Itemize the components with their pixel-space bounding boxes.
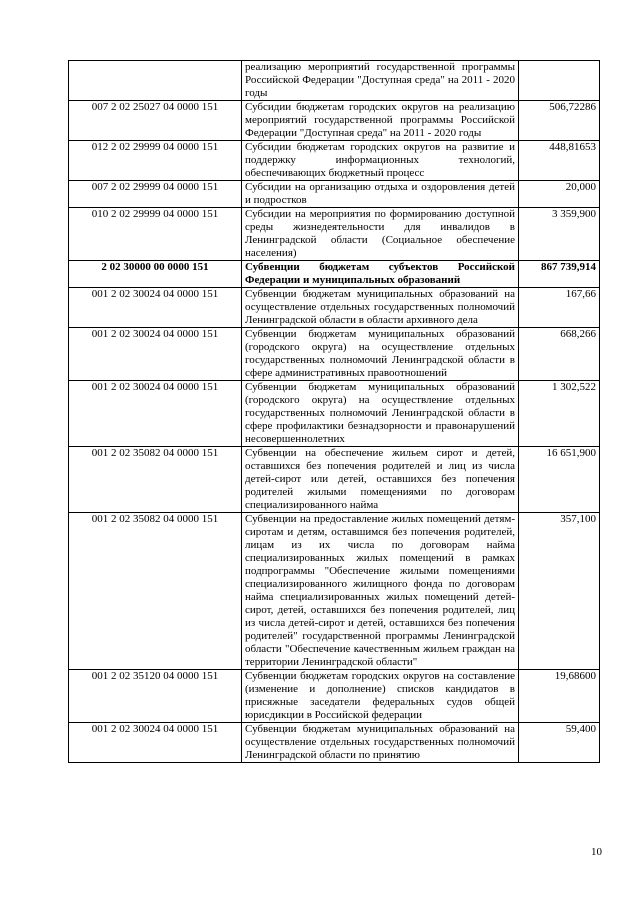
amount-cell: 20,000 [519, 181, 600, 208]
table-row [69, 513, 600, 670]
table-body [69, 61, 600, 763]
table-row [69, 101, 600, 141]
amount-cell: 506,72286 [519, 101, 600, 141]
table-row [69, 261, 600, 288]
description-cell: Субвенции бюджетам муниципальных образований (городского округа) на осуществление отдельных государственных полномочий Ленинградской области в сфере профилактики безнадзорности и правонарушений несовершеннолетних [242, 381, 519, 447]
description-cell: Субвенции бюджетам муниципальных образований на осуществление отдельных государственных полномочий Ленинградской области по принятию [242, 723, 519, 763]
amount-cell: 59,400 [519, 723, 600, 763]
table-row [69, 181, 600, 208]
budget-code-cell: 007 2 02 29999 04 0000 151 [69, 181, 242, 208]
budget-code-cell: 2 02 30000 00 0000 151 [69, 261, 242, 288]
table-row [69, 328, 600, 381]
budget-code-cell: 001 2 02 30024 04 0000 151 [69, 381, 242, 447]
description-cell: Субсидии на мероприятия по формированию доступной среды жизнедеятельности для инвалидов в Ленинградской области (Социальное обеспечение населения) [242, 208, 519, 261]
description-cell: Субсидии бюджетам городских округов на развитие и поддержку информационных технологий, обеспечивающих бюджетный процесс [242, 141, 519, 181]
description-cell: Субсидии на организацию отдыха и оздоровления детей и подростков [242, 181, 519, 208]
table-row [69, 381, 600, 447]
amount-cell: 357,100 [519, 513, 600, 670]
table-row [69, 61, 600, 101]
amount-cell: 19,68600 [519, 670, 600, 723]
amount-cell [519, 61, 600, 101]
budget-code-cell: 001 2 02 30024 04 0000 151 [69, 328, 242, 381]
description-cell: Субвенции бюджетам субъектов Российской Федерации и муниципальных образований [242, 261, 519, 288]
table-row [69, 723, 600, 763]
description-cell: Субвенции на обеспечение жильем сирот и детей, оставшихся без попечения родителей и лиц из числа детей-сирот или детей, оставшихся без попечения родителей жилыми помещениями по договорам специализированного найма [242, 447, 519, 513]
table-row [69, 447, 600, 513]
budget-code-cell [69, 61, 242, 101]
table-row [69, 288, 600, 328]
amount-cell: 668,266 [519, 328, 600, 381]
description-cell: Субвенции на предоставление жилых помещений детям-сиротам и детям, оставшимся без попечения родителей, лицам из их числа по договорам найма специализированных жилых помещений в рамках подпрограммы "Обеспечение жилыми помещениями специализированного жилищного фонда по договорам найма специализированных жилых помещений детей-сирот, детей, оставшихся без попечения родителей, лиц из числа детей-сирот и детей, оставшихся без попечения родителей" государственной программы Ленинградской области "Обеспечение качественным жильем граждан на территории Ленинградской области" [242, 513, 519, 670]
amount-cell: 448,81653 [519, 141, 600, 181]
description-cell: Субвенции бюджетам муниципальных образований (городского округа) на осуществление отдельных государственных полномочий Ленинградской области в сфере административных правоотношений [242, 328, 519, 381]
description-cell: Субвенции бюджетам муниципальных образований на осуществление отдельных государственных полномочий Ленинградской области в области архивного дела [242, 288, 519, 328]
amount-cell: 3 359,900 [519, 208, 600, 261]
budget-code-cell: 001 2 02 30024 04 0000 151 [69, 288, 242, 328]
amount-cell: 16 651,900 [519, 447, 600, 513]
budget-code-cell: 001 2 02 35082 04 0000 151 [69, 513, 242, 670]
table-row [69, 670, 600, 723]
description-cell: реализацию мероприятий государственной программы Российской Федерации "Доступная среда" на 2011 - 2020 годы [242, 61, 519, 101]
budget-code-cell: 010 2 02 29999 04 0000 151 [69, 208, 242, 261]
budget-code-cell: 012 2 02 29999 04 0000 151 [69, 141, 242, 181]
amount-cell: 1 302,522 [519, 381, 600, 447]
budget-code-cell: 001 2 02 30024 04 0000 151 [69, 723, 242, 763]
budget-code-cell: 001 2 02 35082 04 0000 151 [69, 447, 242, 513]
budget-revenue-table [68, 60, 600, 763]
amount-cell: 867 739,914 [519, 261, 600, 288]
table-row [69, 141, 600, 181]
description-cell: Субсидии бюджетам городских округов на реализацию мероприятий государственной программы Российской Федерации "Доступная среда" на 2011 - 2020 годы [242, 101, 519, 141]
budget-code-cell: 007 2 02 25027 04 0000 151 [69, 101, 242, 141]
table-row [69, 208, 600, 261]
description-cell: Субвенции бюджетам городских округов на составление (изменение и дополнение) списков кандидатов в присяжные заседатели федеральных судов общей юрисдикции в Российской федерации [242, 670, 519, 723]
amount-cell: 167,66 [519, 288, 600, 328]
budget-code-cell: 001 2 02 35120 04 0000 151 [69, 670, 242, 723]
page-number: 10 [591, 846, 602, 858]
